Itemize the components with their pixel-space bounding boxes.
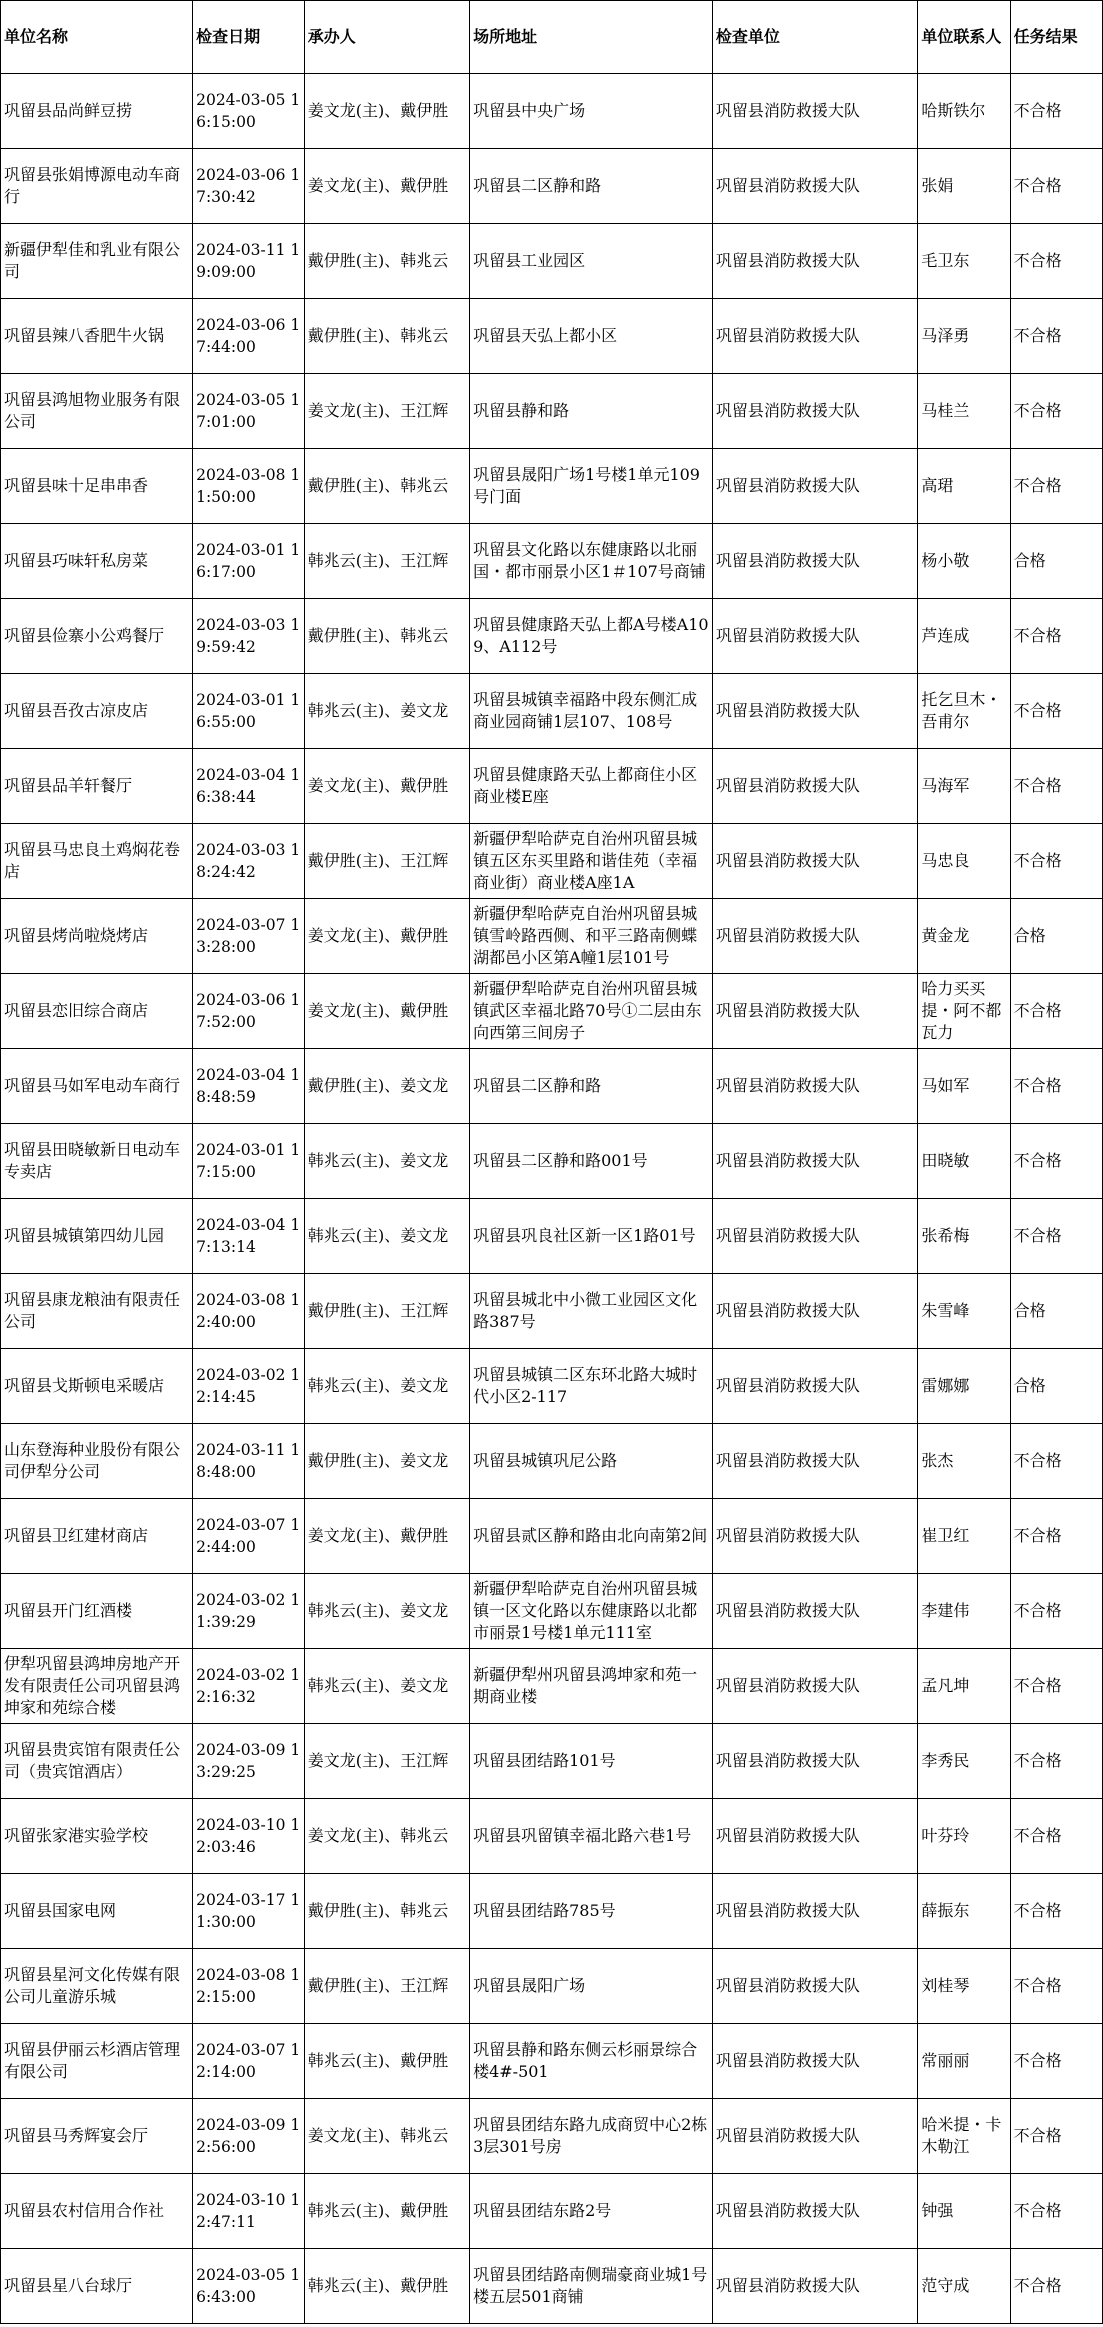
handler-cell: 戴伊胜(主)、韩兆云 [304,599,469,674]
handler-cell: 姜文龙(主)、戴伊胜 [304,74,469,149]
contact-cell: 马海军 [918,749,1010,824]
result-cell: 不合格 [1010,1499,1102,1574]
inspecting-unit-cell: 巩留县消防救援大队 [712,374,918,449]
inspection-date-cell: 2024-03-02 12:14:45 [193,1349,305,1424]
result-cell: 不合格 [1010,2099,1102,2174]
unit-name-cell: 巩留县恋旧综合商店 [1,974,193,1049]
inspection-date-cell: 2024-03-07 13:28:00 [193,899,305,974]
contact-cell: 托乞旦木・吾甫尔 [918,674,1010,749]
table-row [1,749,1103,824]
handler-cell: 姜文龙(主)、王江辉 [304,374,469,449]
handler-cell: 戴伊胜(主)、韩兆云 [304,299,469,374]
inspection-date-cell: 2024-03-11 19:09:00 [193,224,305,299]
inspecting-unit-cell: 巩留县消防救援大队 [712,2099,918,2174]
inspection-date-cell: 2024-03-02 12:16:32 [193,1649,305,1724]
inspection-date-cell: 2024-03-06 17:52:00 [193,974,305,1049]
result-cell: 不合格 [1010,2024,1102,2099]
unit-name-cell: 巩留县星河文化传媒有限公司儿童游乐城 [1,1949,193,2024]
inspecting-unit-cell: 巩留县消防救援大队 [712,1349,918,1424]
result-cell: 不合格 [1010,2174,1102,2249]
inspection-date-cell: 2024-03-05 16:15:00 [193,74,305,149]
inspection-date-cell: 2024-03-07 12:44:00 [193,1499,305,1574]
inspecting-unit-cell: 巩留县消防救援大队 [712,1649,918,1724]
inspecting-unit-cell: 巩留县消防救援大队 [712,1274,918,1349]
unit-name-cell: 巩留县康龙粮油有限责任公司 [1,1274,193,1349]
inspection-date-cell: 2024-03-08 12:15:00 [193,1949,305,2024]
table-row [1,374,1103,449]
address-cell: 巩留县团结东路2号 [470,2174,713,2249]
result-cell: 不合格 [1010,1724,1102,1799]
result-cell: 合格 [1010,524,1102,599]
unit-name-cell: 巩留县国家电网 [1,1874,193,1949]
header-contact: 单位联系人 [918,1,1010,74]
contact-cell: 哈米提・卡木勒江 [918,2099,1010,2174]
result-cell: 不合格 [1010,149,1102,224]
result-cell: 不合格 [1010,1199,1102,1274]
table-row [1,224,1103,299]
unit-name-cell: 巩留县星八台球厅 [1,2249,193,2324]
handler-cell: 姜文龙(主)、戴伊胜 [304,749,469,824]
inspecting-unit-cell: 巩留县消防救援大队 [712,524,918,599]
contact-cell: 孟凡坤 [918,1649,1010,1724]
table-row [1,449,1103,524]
contact-cell: 李建伟 [918,1574,1010,1649]
unit-name-cell: 巩留县烤尚啦烧烤店 [1,899,193,974]
unit-name-cell: 新疆伊犁佳和乳业有限公司 [1,224,193,299]
address-cell: 巩留县城镇巩尼公路 [470,1424,713,1499]
address-cell: 巩留县城镇二区东环北路大城时代小区2-117 [470,1349,713,1424]
handler-cell: 韩兆云(主)、王江辉 [304,524,469,599]
handler-cell: 韩兆云(主)、姜文龙 [304,674,469,749]
table-row [1,2099,1103,2174]
inspecting-unit-cell: 巩留县消防救援大队 [712,299,918,374]
unit-name-cell: 巩留县卫红建材商店 [1,1499,193,1574]
inspection-date-cell: 2024-03-09 12:56:00 [193,2099,305,2174]
unit-name-cell: 巩留县味十足串串香 [1,449,193,524]
contact-cell: 刘桂琴 [918,1949,1010,2024]
handler-cell: 戴伊胜(主)、韩兆云 [304,1874,469,1949]
unit-name-cell: 巩留县辣八香肥牛火锅 [1,299,193,374]
inspection-date-cell: 2024-03-09 13:29:25 [193,1724,305,1799]
contact-cell: 哈力买买提・阿不都瓦力 [918,974,1010,1049]
unit-name-cell: 巩留县马忠良土鸡焖花卷店 [1,824,193,899]
handler-cell: 姜文龙(主)、韩兆云 [304,1799,469,1874]
table-row [1,1949,1103,2024]
address-cell: 新疆伊犁州巩留县鸿坤家和苑一期商业楼 [470,1649,713,1724]
contact-cell: 张娟 [918,149,1010,224]
contact-cell: 雷娜娜 [918,1349,1010,1424]
handler-cell: 姜文龙(主)、戴伊胜 [304,1499,469,1574]
unit-name-cell: 巩留县农村信用合作社 [1,2174,193,2249]
contact-cell: 哈斯铁尔 [918,74,1010,149]
inspection-date-cell: 2024-03-04 16:38:44 [193,749,305,824]
inspection-date-cell: 2024-03-01 16:55:00 [193,674,305,749]
handler-cell: 戴伊胜(主)、王江辉 [304,1274,469,1349]
handler-cell: 戴伊胜(主)、姜文龙 [304,1049,469,1124]
address-cell: 巩留县城镇幸福路中段东侧汇成商业园商铺1层107、108号 [470,674,713,749]
unit-name-cell: 巩留张家港实验学校 [1,1799,193,1874]
address-cell: 新疆伊犁哈萨克自治州巩留县城镇五区东买里路和谐佳苑（幸福商业街）商业楼A座1A [470,824,713,899]
inspection-date-cell: 2024-03-01 16:17:00 [193,524,305,599]
result-cell: 不合格 [1010,974,1102,1049]
inspecting-unit-cell: 巩留县消防救援大队 [712,1874,918,1949]
address-cell: 巩留县晟阳广场 [470,1949,713,2024]
table-row [1,2174,1103,2249]
unit-name-cell: 巩留县马秀辉宴会厅 [1,2099,193,2174]
unit-name-cell: 巩留县贵宾馆有限责任公司（贵宾馆酒店） [1,1724,193,1799]
contact-cell: 黄金龙 [918,899,1010,974]
inspection-date-cell: 2024-03-10 12:03:46 [193,1799,305,1874]
handler-cell: 姜文龙(主)、戴伊胜 [304,974,469,1049]
address-cell: 巩留县晟阳广场1号楼1单元109号门面 [470,449,713,524]
handler-cell: 韩兆云(主)、姜文龙 [304,1649,469,1724]
result-cell: 不合格 [1010,1424,1102,1499]
inspection-date-cell: 2024-03-08 12:40:00 [193,1274,305,1349]
handler-cell: 戴伊胜(主)、姜文龙 [304,1424,469,1499]
table-row [1,1874,1103,1949]
contact-cell: 朱雪峰 [918,1274,1010,1349]
result-cell: 不合格 [1010,1124,1102,1199]
result-cell: 不合格 [1010,2249,1102,2324]
contact-cell: 马桂兰 [918,374,1010,449]
handler-cell: 韩兆云(主)、戴伊胜 [304,2024,469,2099]
table-row [1,2249,1103,2324]
inspection-date-cell: 2024-03-04 17:13:14 [193,1199,305,1274]
unit-name-cell: 巩留县品羊轩餐厅 [1,749,193,824]
inspection-date-cell: 2024-03-17 11:30:00 [193,1874,305,1949]
header-result: 任务结果 [1010,1,1102,74]
inspection-date-cell: 2024-03-10 12:47:11 [193,2174,305,2249]
contact-cell: 马如军 [918,1049,1010,1124]
result-cell: 不合格 [1010,1649,1102,1724]
address-cell: 巩留县健康路天弘上都A号楼A109、A112号 [470,599,713,674]
contact-cell: 张希梅 [918,1199,1010,1274]
inspection-date-cell: 2024-03-01 17:15:00 [193,1124,305,1199]
inspection-date-cell: 2024-03-07 12:14:00 [193,2024,305,2099]
handler-cell: 韩兆云(主)、戴伊胜 [304,2249,469,2324]
inspection-date-cell: 2024-03-08 11:50:00 [193,449,305,524]
inspection-date-cell: 2024-03-02 11:39:29 [193,1574,305,1649]
result-cell: 不合格 [1010,1874,1102,1949]
inspecting-unit-cell: 巩留县消防救援大队 [712,674,918,749]
header-handler: 承办人 [304,1,469,74]
contact-cell: 杨小敬 [918,524,1010,599]
handler-cell: 姜文龙(主)、戴伊胜 [304,149,469,224]
address-cell: 巩留县团结路101号 [470,1724,713,1799]
table-row [1,1199,1103,1274]
handler-cell: 姜文龙(主)、韩兆云 [304,2099,469,2174]
table-body [1,74,1103,2324]
contact-cell: 毛卫东 [918,224,1010,299]
table-row [1,1274,1103,1349]
table-row [1,1349,1103,1424]
table-header-row [1,1,1103,74]
address-cell: 巩留县静和路 [470,374,713,449]
header-inspection-date: 检查日期 [193,1,305,74]
handler-cell: 韩兆云(主)、姜文龙 [304,1349,469,1424]
address-cell: 巩留县巩良社区新一区1路01号 [470,1199,713,1274]
unit-name-cell: 巩留县品尚鲜豆捞 [1,74,193,149]
contact-cell: 薛振东 [918,1874,1010,1949]
result-cell: 不合格 [1010,299,1102,374]
result-cell: 不合格 [1010,374,1102,449]
inspecting-unit-cell: 巩留县消防救援大队 [712,974,918,1049]
address-cell: 巩留县团结路785号 [470,1874,713,1949]
inspecting-unit-cell: 巩留县消防救援大队 [712,224,918,299]
inspecting-unit-cell: 巩留县消防救援大队 [712,2174,918,2249]
inspecting-unit-cell: 巩留县消防救援大队 [712,449,918,524]
inspecting-unit-cell: 巩留县消防救援大队 [712,1424,918,1499]
table-row [1,1499,1103,1574]
unit-name-cell: 巩留县张娟博源电动车商行 [1,149,193,224]
inspecting-unit-cell: 巩留县消防救援大队 [712,749,918,824]
address-cell: 新疆伊犁哈萨克自治州巩留县城镇雪岭路西侧、和平三路南侧蝶湖都邑小区第A幢1层101号 [470,899,713,974]
contact-cell: 叶芬玲 [918,1799,1010,1874]
address-cell: 巩留县城北中小微工业园区文化路387号 [470,1274,713,1349]
table-row [1,1799,1103,1874]
address-cell: 巩留县贰区静和路由北向南第2间 [470,1499,713,1574]
inspecting-unit-cell: 巩留县消防救援大队 [712,1124,918,1199]
unit-name-cell: 巩留县马如军电动车商行 [1,1049,193,1124]
inspecting-unit-cell: 巩留县消防救援大队 [712,1499,918,1574]
table-row [1,1424,1103,1499]
inspection-date-cell: 2024-03-03 18:24:42 [193,824,305,899]
table-row [1,149,1103,224]
result-cell: 合格 [1010,1274,1102,1349]
table-row [1,524,1103,599]
contact-cell: 范守成 [918,2249,1010,2324]
result-cell: 不合格 [1010,1799,1102,1874]
address-cell: 巩留县中央广场 [470,74,713,149]
result-cell: 合格 [1010,1349,1102,1424]
inspecting-unit-cell: 巩留县消防救援大队 [712,1049,918,1124]
unit-name-cell: 巩留县巧味轩私房菜 [1,524,193,599]
address-cell: 巩留县文化路以东健康路以北丽国・都市丽景小区1＃107号商铺 [470,524,713,599]
inspecting-unit-cell: 巩留县消防救援大队 [712,1724,918,1799]
inspection-date-cell: 2024-03-04 18:48:59 [193,1049,305,1124]
unit-name-cell: 巩留县伊丽云杉酒店管理有限公司 [1,2024,193,2099]
inspecting-unit-cell: 巩留县消防救援大队 [712,1949,918,2024]
address-cell: 巩留县天弘上都小区 [470,299,713,374]
handler-cell: 戴伊胜(主)、韩兆云 [304,224,469,299]
contact-cell: 田晓敏 [918,1124,1010,1199]
table-row [1,1049,1103,1124]
result-cell: 不合格 [1010,224,1102,299]
inspection-date-cell: 2024-03-05 17:01:00 [193,374,305,449]
contact-cell: 钟强 [918,2174,1010,2249]
address-cell: 巩留县巩留镇幸福北路六巷1号 [470,1799,713,1874]
address-cell: 巩留县团结东路九成商贸中心2栋3层301号房 [470,2099,713,2174]
handler-cell: 戴伊胜(主)、王江辉 [304,1949,469,2024]
inspecting-unit-cell: 巩留县消防救援大队 [712,1799,918,1874]
inspecting-unit-cell: 巩留县消防救援大队 [712,1574,918,1649]
contact-cell: 马忠良 [918,824,1010,899]
table-row [1,599,1103,674]
unit-name-cell: 巩留县吾孜古凉皮店 [1,674,193,749]
table-row [1,1574,1103,1649]
address-cell: 巩留县静和路东侧云杉丽景综合楼4#-501 [470,2024,713,2099]
inspecting-unit-cell: 巩留县消防救援大队 [712,1199,918,1274]
handler-cell: 戴伊胜(主)、韩兆云 [304,449,469,524]
unit-name-cell: 巩留县俭寨小公鸡餐厅 [1,599,193,674]
header-unit-name: 单位名称 [1,1,193,74]
inspecting-unit-cell: 巩留县消防救援大队 [712,599,918,674]
unit-name-cell: 山东登海种业股份有限公司伊犁分公司 [1,1424,193,1499]
header-inspecting-unit: 检查单位 [712,1,918,74]
table-row [1,974,1103,1049]
unit-name-cell: 巩留县田晓敏新日电动车专卖店 [1,1124,193,1199]
inspecting-unit-cell: 巩留县消防救援大队 [712,2024,918,2099]
inspecting-unit-cell: 巩留县消防救援大队 [712,74,918,149]
contact-cell: 张杰 [918,1424,1010,1499]
address-cell: 巩留县二区静和路 [470,1049,713,1124]
unit-name-cell: 巩留县开门红酒楼 [1,1574,193,1649]
result-cell: 不合格 [1010,824,1102,899]
inspection-date-cell: 2024-03-03 19:59:42 [193,599,305,674]
inspection-date-cell: 2024-03-06 17:30:42 [193,149,305,224]
inspection-date-cell: 2024-03-11 18:48:00 [193,1424,305,1499]
result-cell: 不合格 [1010,449,1102,524]
address-cell: 巩留县健康路天弘上都商住小区商业楼E座 [470,749,713,824]
table-row [1,1124,1103,1199]
contact-cell: 李秀民 [918,1724,1010,1799]
table-row [1,674,1103,749]
inspection-date-cell: 2024-03-05 16:43:00 [193,2249,305,2324]
contact-cell: 芦连成 [918,599,1010,674]
inspecting-unit-cell: 巩留县消防救援大队 [712,2249,918,2324]
result-cell: 不合格 [1010,599,1102,674]
contact-cell: 马泽勇 [918,299,1010,374]
result-cell: 合格 [1010,899,1102,974]
handler-cell: 韩兆云(主)、戴伊胜 [304,2174,469,2249]
handler-cell: 韩兆云(主)、姜文龙 [304,1574,469,1649]
result-cell: 不合格 [1010,1949,1102,2024]
address-cell: 新疆伊犁哈萨克自治州巩留县城镇一区文化路以东健康路以北都市丽景1号楼1单元111室 [470,1574,713,1649]
unit-name-cell: 巩留县戈斯顿电采暖店 [1,1349,193,1424]
result-cell: 不合格 [1010,749,1102,824]
table-row [1,824,1103,899]
address-cell: 巩留县二区静和路 [470,149,713,224]
result-cell: 不合格 [1010,674,1102,749]
inspecting-unit-cell: 巩留县消防救援大队 [712,824,918,899]
header-address: 场所地址 [470,1,713,74]
table-row [1,2024,1103,2099]
handler-cell: 韩兆云(主)、姜文龙 [304,1124,469,1199]
table-row [1,1724,1103,1799]
handler-cell: 韩兆云(主)、姜文龙 [304,1199,469,1274]
handler-cell: 戴伊胜(主)、王江辉 [304,824,469,899]
contact-cell: 崔卫红 [918,1499,1010,1574]
address-cell: 巩留县团结路南侧瑞豪商业城1号楼五层501商铺 [470,2249,713,2324]
inspection-date-cell: 2024-03-06 17:44:00 [193,299,305,374]
table-row [1,899,1103,974]
handler-cell: 姜文龙(主)、王江辉 [304,1724,469,1799]
unit-name-cell: 伊犁巩留县鸿坤房地产开发有限责任公司巩留县鸿坤家和苑综合楼 [1,1649,193,1724]
result-cell: 不合格 [1010,1574,1102,1649]
contact-cell: 高珺 [918,449,1010,524]
result-cell: 不合格 [1010,1049,1102,1124]
inspecting-unit-cell: 巩留县消防救援大队 [712,899,918,974]
contact-cell: 常丽丽 [918,2024,1010,2099]
handler-cell: 姜文龙(主)、戴伊胜 [304,899,469,974]
result-cell: 不合格 [1010,74,1102,149]
table-row [1,74,1103,149]
address-cell: 新疆伊犁哈萨克自治州巩留县城镇武区幸福北路70号①二层由东向西第三间房子 [470,974,713,1049]
address-cell: 巩留县工业园区 [470,224,713,299]
unit-name-cell: 巩留县城镇第四幼儿园 [1,1199,193,1274]
unit-name-cell: 巩留县鸿旭物业服务有限公司 [1,374,193,449]
inspecting-unit-cell: 巩留县消防救援大队 [712,149,918,224]
table-row [1,299,1103,374]
table-row [1,1649,1103,1724]
address-cell: 巩留县二区静和路001号 [470,1124,713,1199]
